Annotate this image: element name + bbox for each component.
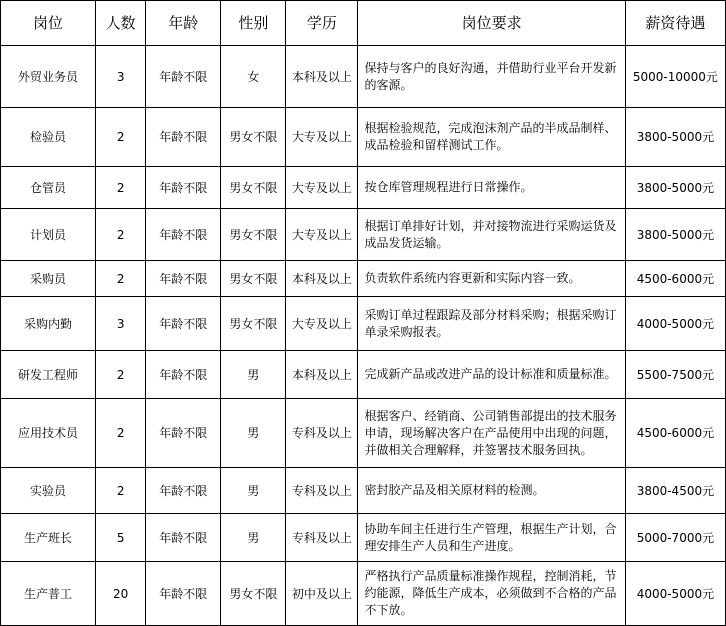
cell-requirements: 按仓库管理规程进行日常操作。: [358, 167, 625, 209]
cell-position: 应用技术员: [1, 399, 96, 468]
cell-requirements: 负责软件系统内容更新和实际内容一致。: [358, 261, 625, 297]
cell-education: 本科及以上: [286, 261, 358, 297]
table-row: [1, 514, 726, 562]
cell-count: 2: [96, 108, 146, 167]
cell-education: 本科及以上: [286, 46, 358, 108]
cell-salary: 5000-10000元: [625, 46, 725, 108]
cell-education: 专科及以上: [286, 399, 358, 468]
cell-count: 3: [96, 46, 146, 108]
cell-gender: 男女不限: [221, 209, 286, 261]
cell-education: 初中及以上: [286, 562, 358, 626]
header-education: 学历: [286, 1, 358, 46]
cell-position: 外贸业务员: [1, 46, 96, 108]
cell-gender: 男: [221, 468, 286, 514]
cell-age: 年龄不限: [146, 562, 221, 626]
cell-age: 年龄不限: [146, 261, 221, 297]
cell-education: 本科及以上: [286, 351, 358, 399]
cell-count: 2: [96, 351, 146, 399]
header-gender: 性别: [221, 1, 286, 46]
cell-position: 实验员: [1, 468, 96, 514]
cell-age: 年龄不限: [146, 46, 221, 108]
cell-gender: 女: [221, 46, 286, 108]
cell-gender: 男: [221, 514, 286, 562]
cell-gender: 男: [221, 399, 286, 468]
cell-education: 大专及以上: [286, 167, 358, 209]
cell-age: 年龄不限: [146, 209, 221, 261]
cell-count: 2: [96, 468, 146, 514]
cell-education: 专科及以上: [286, 514, 358, 562]
table-row: [1, 562, 726, 626]
table-row: [1, 468, 726, 514]
cell-requirements: 保持与客户的良好沟通，并借助行业平台开发新的客源。: [358, 46, 625, 108]
cell-gender: 男: [221, 351, 286, 399]
cell-gender: 男女不限: [221, 167, 286, 209]
cell-age: 年龄不限: [146, 351, 221, 399]
cell-salary: 3800-4500元: [625, 468, 725, 514]
cell-gender: 男女不限: [221, 297, 286, 351]
cell-count: 2: [96, 209, 146, 261]
table-row: [1, 297, 726, 351]
table-row: [1, 108, 726, 167]
table-row: [1, 261, 726, 297]
cell-requirements: 根据客户、经销商、公司销售部提出的技术服务申请，现场解决客户在产品使用中出现的问题，并做相关合理解释，并签署技术服务回执。: [358, 399, 625, 468]
cell-education: 大专及以上: [286, 108, 358, 167]
cell-salary: 5500-7500元: [625, 351, 725, 399]
cell-count: 3: [96, 297, 146, 351]
cell-position: 生产普工: [1, 562, 96, 626]
cell-education: 大专及以上: [286, 209, 358, 261]
cell-count: 2: [96, 167, 146, 209]
cell-age: 年龄不限: [146, 167, 221, 209]
cell-count: 2: [96, 261, 146, 297]
cell-count: 2: [96, 399, 146, 468]
cell-position: 计划员: [1, 209, 96, 261]
cell-requirements: 协助车间主任进行生产管理，根据生产计划，合理安排生产人员和生产进度。: [358, 514, 625, 562]
cell-count: 20: [96, 562, 146, 626]
cell-education: 大专及以上: [286, 297, 358, 351]
header-age: 年龄: [146, 1, 221, 46]
header-requirements: 岗位要求: [358, 1, 625, 46]
cell-requirements: 严格执行产品质量标准操作规程，控制消耗，节约能源，降低生产成本，必须做到不合格的产品不下放。: [358, 562, 625, 626]
cell-salary: 3800-5000元: [625, 209, 725, 261]
table-row: [1, 167, 726, 209]
cell-requirements: 采购订单过程跟踪及部分材料采购；根据采购订单录采购报表。: [358, 297, 625, 351]
cell-position: 采购内勤: [1, 297, 96, 351]
cell-age: 年龄不限: [146, 108, 221, 167]
cell-education: 专科及以上: [286, 468, 358, 514]
cell-requirements: 密封胶产品及相关原材料的检测。: [358, 468, 625, 514]
table-row: [1, 209, 726, 261]
cell-position: 仓管员: [1, 167, 96, 209]
cell-salary: 4500-6000元: [625, 261, 725, 297]
cell-salary: 3800-5000元: [625, 108, 725, 167]
cell-position: 生产班长: [1, 514, 96, 562]
cell-position: 研发工程师: [1, 351, 96, 399]
table-row: [1, 46, 726, 108]
cell-gender: 男女不限: [221, 108, 286, 167]
cell-age: 年龄不限: [146, 468, 221, 514]
header-count: 人数: [96, 1, 146, 46]
cell-salary: 5000-7000元: [625, 514, 725, 562]
cell-requirements: 完成新产品或改进产品的设计标准和质量标准。: [358, 351, 625, 399]
cell-age: 年龄不限: [146, 297, 221, 351]
header-position: 岗位: [1, 1, 96, 46]
header-row: [1, 1, 726, 46]
cell-count: 5: [96, 514, 146, 562]
cell-position: 采购员: [1, 261, 96, 297]
cell-salary: 4000-5000元: [625, 562, 725, 626]
cell-gender: 男女不限: [221, 261, 286, 297]
cell-requirements: 根据订单排好计划，并对接物流进行采购运货及成品发货运输。: [358, 209, 625, 261]
cell-salary: 4000-5000元: [625, 297, 725, 351]
cell-salary: 4500-6000元: [625, 399, 725, 468]
cell-age: 年龄不限: [146, 514, 221, 562]
table-row: [1, 351, 726, 399]
table-row: [1, 399, 726, 468]
cell-requirements: 根据检验规范，完成泡沫剂产品的半成品制样、成品检验和留样测试工作。: [358, 108, 625, 167]
cell-position: 检验员: [1, 108, 96, 167]
header-salary: 薪资待遇: [625, 1, 725, 46]
cell-age: 年龄不限: [146, 399, 221, 468]
cell-gender: 男女不限: [221, 562, 286, 626]
cell-salary: 3800-5000元: [625, 167, 725, 209]
